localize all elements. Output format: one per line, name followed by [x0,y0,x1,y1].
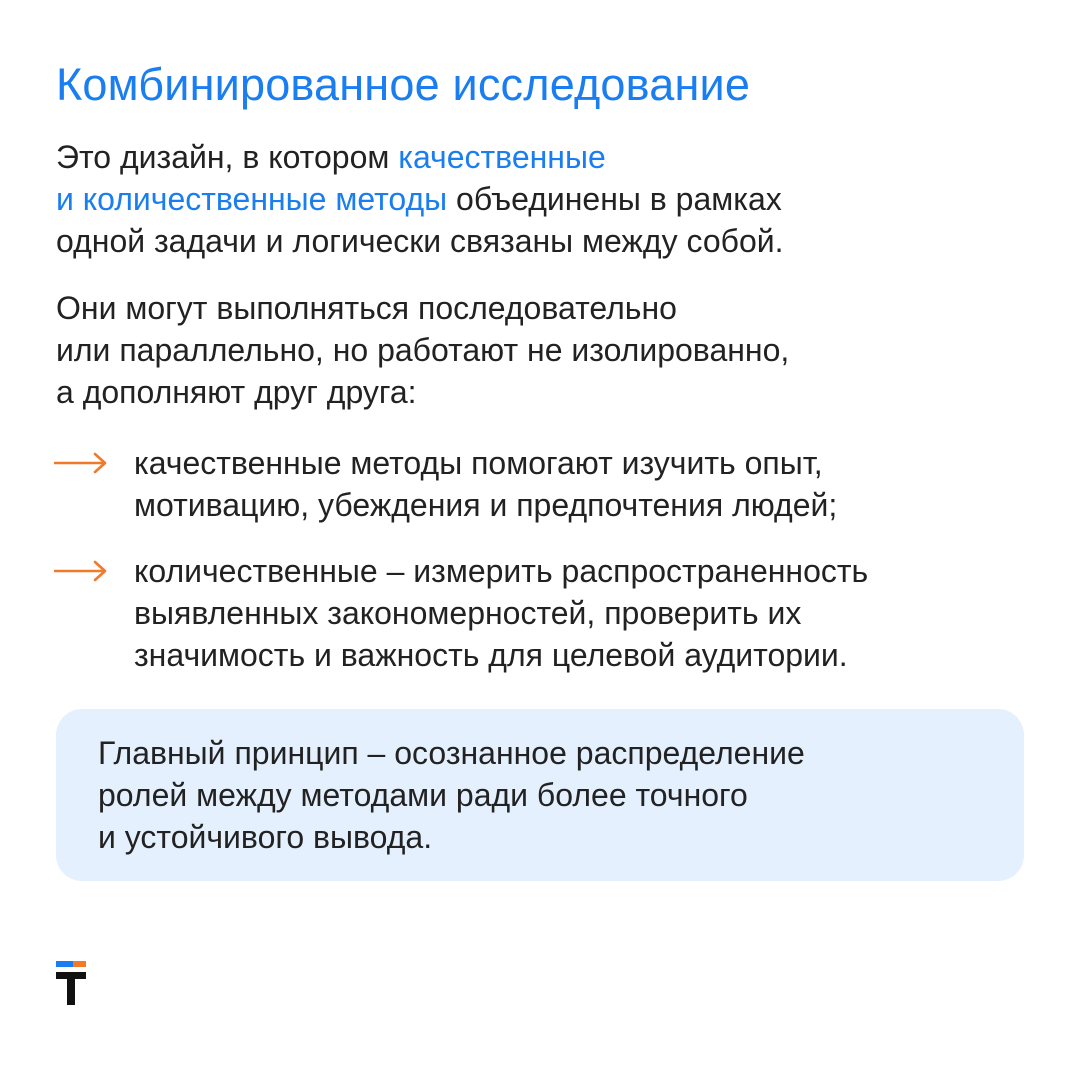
callout-line-1: Главный принцип – осознанное распределение [98,735,805,771]
second-paragraph [56,287,789,413]
intro-line-2-accent: и количественные методы [56,181,448,217]
intro-paragraph [56,136,784,262]
intro-line-3: одной задачи и логически связаны между собой. [56,223,784,259]
page-title: Комбинированное исследование [56,59,751,110]
intro-line-2-suffix: объединены в рамках [447,181,782,217]
bullet-1-line-2: мотивацию, убеждения и предпочтения людей; [134,487,838,523]
bullet-item-quantitative [56,550,1046,676]
second-line-2: или параллельно, но работают не изолированно, [56,332,790,368]
t-logo-icon [56,961,86,1005]
bullet-list [56,442,1046,676]
intro-line-1-prefix: Это дизайн, в котором [56,139,399,175]
callout-line-2: ролей между методами ради более точного [98,777,748,813]
bullet-1-line-1: качественные методы помогают изучить опыт, [134,445,823,481]
bullet-2-line-1: количественные – измерить распространенность [134,553,869,589]
callout-text [98,732,805,858]
second-line-3: а дополняют друг друга: [56,374,417,410]
intro-line-2 [56,178,784,220]
arrow-right-icon [54,450,108,476]
principle-callout [56,709,1024,881]
intro-line-1-accent: качественные [398,139,606,175]
bullet-2-line-2: выявленных закономерностей, проверить их [134,595,802,631]
second-line-1: Они могут выполняться последовательно [56,290,677,326]
bullet-2-line-3: значимость и важность для целевой аудитории. [134,637,848,673]
intro-line-1 [56,136,784,178]
callout-line-3: и устойчивого вывода. [98,819,433,855]
arrow-right-icon [54,558,108,584]
bullet-item-qualitative [56,442,1046,526]
